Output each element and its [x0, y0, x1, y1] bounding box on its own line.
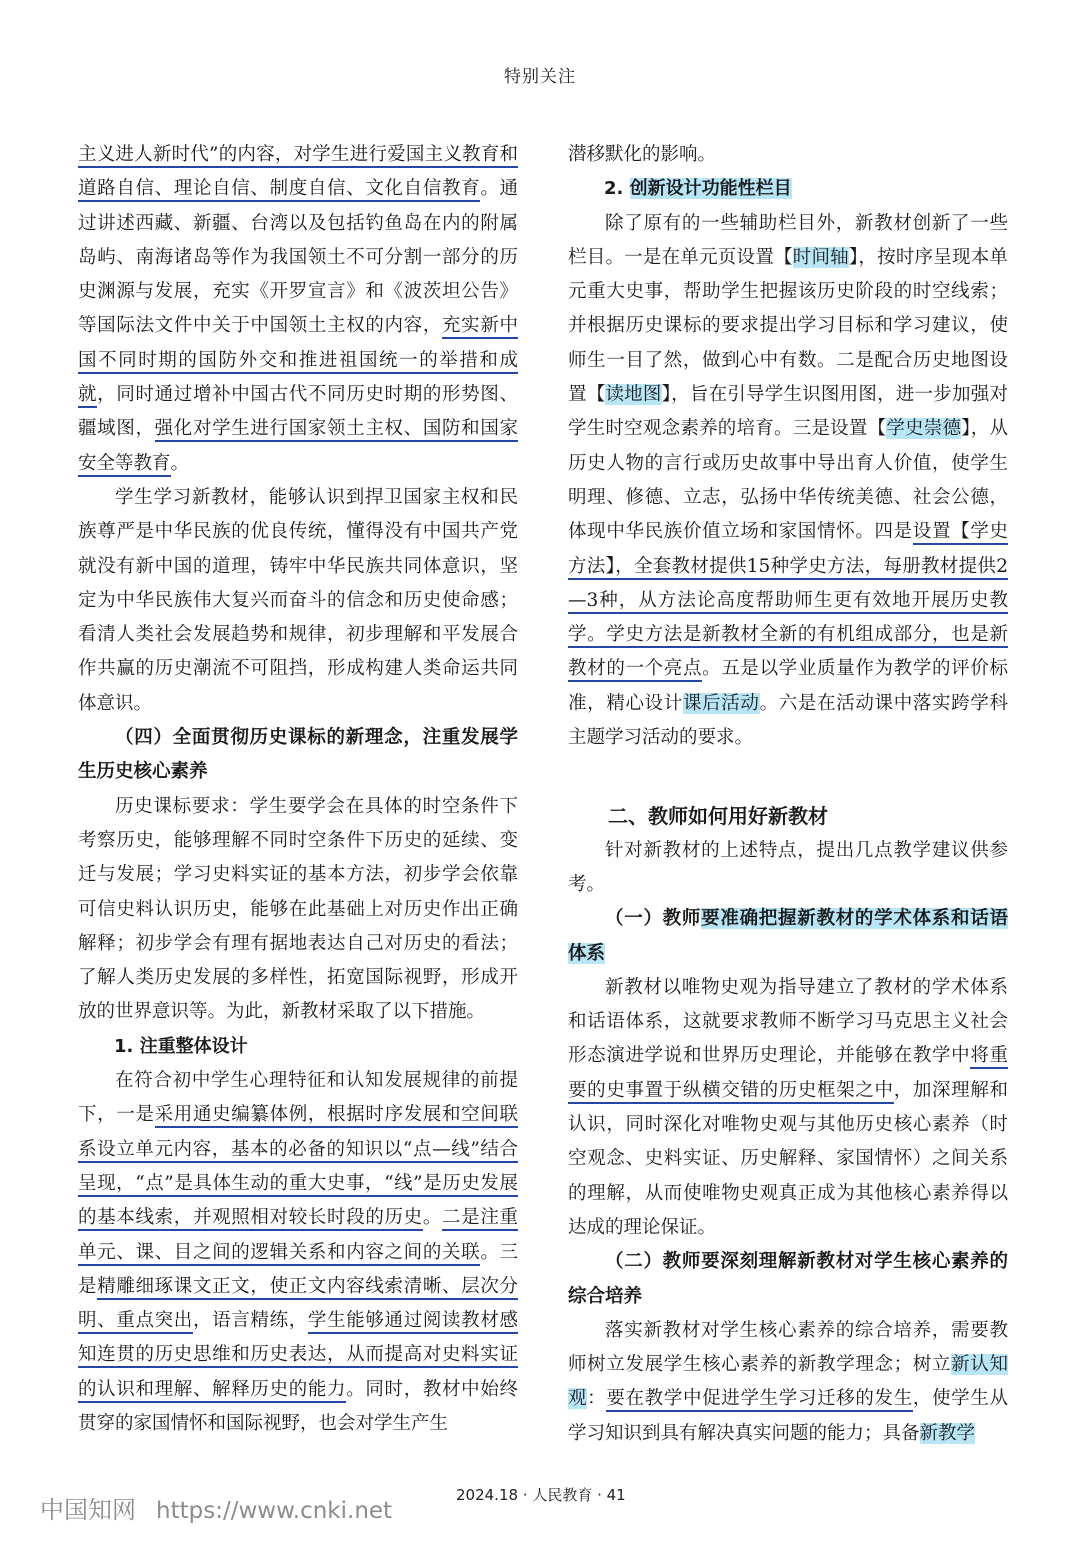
text-segment: 】，从历史人物的言行或历史故事中导出育人价值，使学生明理、修德、立志，弘扬中华传统美德、社会公德，体现中华民族价值立场和家国情怀。四是 [568, 418, 1008, 543]
highlighted-text: 学史崇德 [886, 418, 962, 440]
text-segment: 。五是以学业质量作为教学的评价标准，精心设计 [568, 658, 1008, 714]
underlined-text: 精雕细琢课文正文，使正文内容线索清晰、层次分明、重点突出 [78, 1276, 518, 1334]
highlighted-text: 新教学 [919, 1422, 976, 1444]
text-segment: 针对新教材的上述特点，提出几点教学建议供参考。 [568, 839, 1008, 895]
paragraph [78, 790, 518, 1030]
highlighted-text: 新认知观 [568, 1354, 1008, 1410]
text-segment: 除了原有的一些辅助栏目外，新教材创新了一些栏目。一是在单元页设置【 [568, 212, 1008, 268]
text-segment: 。 [170, 452, 190, 474]
underlined-text: 二是注重单元、课、目之间的逻辑关系和内容之间的关联 [78, 1207, 518, 1265]
paragraph [568, 971, 1008, 1245]
text-segment: 在符合初中学生心理特征和认知发展规律的前提下，一是 [78, 1070, 518, 1126]
text-segment: 落实新教材对学生核心素养的综合培养，需要教师树立发展学生核心素养的新教学理念；树立 [568, 1319, 1008, 1376]
text-segment: 。通过讲述西藏、新疆、台湾以及包括钓鱼岛在内的附属岛屿、南海诸岛等作为我国领土不可分割一部分的历史渊源与发展，充实《开罗宣言》和《波茨坦公告》等国际法文件中关于中国领土主权的内容， [78, 178, 518, 337]
section-heading [568, 902, 1008, 971]
right-column [568, 138, 1008, 1451]
watermark-brand: 中国知网 [40, 1496, 136, 1524]
paragraph [78, 481, 518, 721]
highlighted-text: 读地图 [605, 384, 662, 406]
text-segment: 学生学习新教材，能够认识到捍卫国家主权和民族尊严是中华民族的优良传统，懂得没有中国共产党就没有新中国的道理，铸牢中华民族共同体意识，坚定为中华民族伟大复兴而奋斗的信念和历史使命感；看清人类社会发展趋势和规律，初步理解和平发展合作共赢的历史潮流不可阻挡，形成构建人类命运共同体意识。 [78, 486, 518, 714]
text-segment: （一）教师 [605, 908, 702, 930]
text-segment: 二、教师如何用好新教材 [608, 804, 828, 829]
section-heading [568, 172, 1008, 206]
text-segment: ，语言精练， [192, 1310, 308, 1332]
underlined-text: 主义进人新时代”的内容，对学生 [78, 144, 350, 168]
paragraph [78, 1064, 518, 1441]
underlined-text: 设置【学史方法】，全套教材提供15种学史方法，每册教材提供2—3种，从方法论高度帮助师生更有效地开展历史教学。学史方法是新教材全新的有机组成部分，也是新教材的一个亮点 [568, 521, 1008, 682]
text-segment: 1. 注重整体设计 [114, 1035, 248, 1057]
text-segment: 。 [422, 1207, 442, 1229]
text-segment: 】，旨在引导学生识图用图，进一步加强对学生时空观念素养的培育。三是设置【 [568, 384, 1008, 440]
text-segment: 潜移默化的影响。 [568, 144, 717, 165]
highlighted-text: 要准确把握新教材的学术体系和话语体系 [568, 908, 1008, 964]
underlined-text: 将重要的史事置于纵横交错的历史框架之中 [568, 1045, 1008, 1103]
page-header: 特别关注 [504, 67, 576, 87]
text-segment: （二）教师要深刻理解新教材对学生核心素养的综合培养 [568, 1251, 1008, 1307]
cnki-watermark [40, 1490, 392, 1525]
issue-footer: 2024.18 · 人民教育 · 41 [456, 1486, 626, 1504]
section-heading [78, 1030, 518, 1064]
underlined-text: 采用通史编纂体例，根据时序发展和空间联系设立单元内容，基本的必备的知识以“点—线”结合呈现，“点”是具体生动的重大史事，“线”是历史发展的基本线索，并观照相对较长时段的历史 [78, 1104, 518, 1231]
section-heading [78, 721, 518, 790]
text-segment: 。同时，教材中始终贯穿的家国情怀和国际视野，也会对学生产生 [78, 1378, 518, 1434]
watermark-url: https://www.cnki.net [156, 1498, 393, 1524]
underlined-text: 要在教学中促进学生学习迁移的发生 [606, 1388, 913, 1412]
text-segment: 。三是 [78, 1241, 518, 1297]
highlighted-text: 时间轴 [792, 246, 849, 268]
text-segment: 新教材以唯物史观为指导建立了教材的学术体系和话语体系，这就要求教师不断学习马克思主义社会形态演进学说和世界历史理论，并能够在教学中 [568, 976, 1008, 1067]
text-segment: 历史课标要求：学生要学会在具体的时空条件下考察历史，能够理解不同时空条件下历史的延续、变迁与发展；学习史料实证的基本方法，初步学会依靠可信史料认识历史，能够在此基础上对历史作出正确解释；初步学会有理有据地表达自己对历史的看法；了解人类历史发展的多样性，拓宽国际视野，形成开放的世界意识等。为此，新教材采取了以下措施。 [78, 795, 518, 1023]
underlined-text: 学生能够通过阅读教材感知连贯的历史思维和历史表达，从而提高对史料实证的认识和理解、解释历史的能力 [78, 1310, 518, 1403]
text-segment: （四）全面贯彻历史课标的新理念，注重发展学生历史核心素养 [78, 727, 518, 783]
paragraph-continued [78, 138, 518, 481]
text-segment: ，使学生从学习知识到具有解决真实问题的能力；具备 [568, 1388, 1008, 1444]
paragraph [568, 834, 1008, 903]
text-segment: ： [587, 1388, 607, 1410]
underlined-text: 进行爱国主义教育和道路自信、理论自信、制度自信、文化自信教育 [78, 144, 518, 202]
section-heading [568, 799, 1008, 833]
highlighted-text: 创新设计功能性栏目 [629, 178, 792, 200]
text-segment: 】，按时序呈现本单元重大史事，帮助学生把握该历史阶段的时空线索；并根据历史课标的要求提出学习目标和学习建议，使师生一目了然，做到心中有数。二是配合历史地图设置【 [568, 246, 1008, 406]
paragraph-continued [568, 138, 1008, 172]
underlined-text: 充实新中国不同时期的国防外交和推进祖国统一的举措和成就 [78, 315, 518, 408]
text-segment: 。六是在活动课中落实跨学科主题学习活动的要求。 [568, 692, 1008, 749]
section-heading [568, 1245, 1008, 1314]
left-column [78, 138, 518, 1441]
underlined-text: 强化对学生进行国家领土主权、国防和国家安全等教育 [78, 418, 518, 476]
text-segment: 2. [604, 178, 630, 200]
text-segment: ，加深理解和认识，同时深化对唯物史观与其他历史核心素养（时空观念、史料实证、历史解释、家国情怀）之间关系的理解，从而使唯物史观真正成为其他核心素养得以达成的理论保证。 [568, 1079, 1008, 1238]
paragraph [568, 1314, 1008, 1451]
paragraph [568, 207, 1008, 756]
highlighted-text: 课后活动 [682, 692, 760, 714]
text-segment: ，同时通过增补中国古代不同历史时期的形势图、疆域图， [78, 384, 518, 440]
